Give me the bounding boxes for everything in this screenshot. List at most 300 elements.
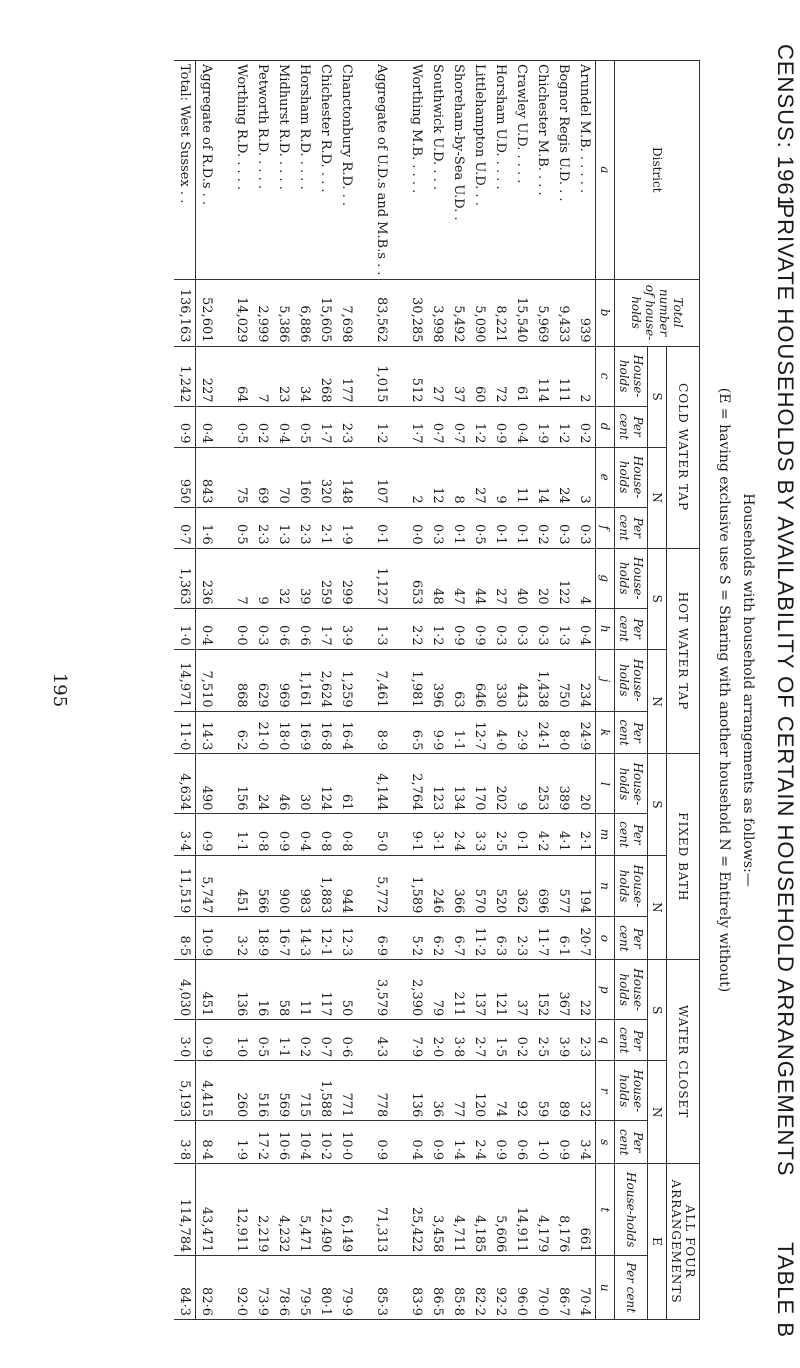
cell-g: 1,363 <box>174 548 196 608</box>
cell-t: 4,232 <box>273 1164 294 1256</box>
rotated-page <box>40 40 800 1340</box>
cell-r: 74 <box>490 1061 511 1121</box>
cell-j: 2,624 <box>315 649 336 711</box>
cell-j: 63 <box>448 649 469 711</box>
cell-k: 16·4 <box>336 711 357 754</box>
cell-total: 15,540 <box>511 279 532 346</box>
cell-t: 4,185 <box>469 1164 490 1256</box>
cell-m: 0·4 <box>294 814 315 855</box>
cell-d: 0·2 <box>574 406 596 447</box>
cell-e: 70 <box>273 447 294 507</box>
cell-k: 21·0 <box>252 711 273 754</box>
cell-o: 11·2 <box>469 917 490 960</box>
cell-c: 268 <box>315 346 336 406</box>
district-name: Littlehampton U.D. . . <box>469 61 490 280</box>
cell-r: 516 <box>252 1061 273 1121</box>
cell-u: 78·6 <box>273 1256 294 1320</box>
page-header <box>764 40 800 1340</box>
cell-l: 490 <box>196 754 218 814</box>
cell-m: 0·1 <box>511 814 532 855</box>
district-name: Horsham R.D. . . . . <box>294 61 315 280</box>
cell-m: 3·3 <box>469 814 490 855</box>
cell-r: 1,588 <box>315 1061 336 1121</box>
cell-t: 5,606 <box>490 1164 511 1256</box>
cell-s: 1·0 <box>532 1121 553 1164</box>
cell-k: 1·1 <box>448 711 469 754</box>
table-title: PRIVATE HOUSEHOLDS BY AVAILABILITY OF CERTAIN HOUSEHOLD ARRANGEMENTS <box>773 203 798 1177</box>
cell-m: 4·2 <box>532 814 553 855</box>
cell-f: 2·1 <box>315 507 336 548</box>
district-name: Bognor Regis U.D. . . <box>553 61 574 280</box>
group-fixed-bath: FIXED BATH <box>667 754 700 960</box>
cell-p: 37 <box>511 960 532 1020</box>
cell-o: 18·9 <box>252 917 273 960</box>
cell-d: 0·9 <box>490 406 511 447</box>
cell-l: 124 <box>315 754 336 814</box>
district-name: Chichester M.B. . . . <box>532 61 553 280</box>
cell-c: 7 <box>252 346 273 406</box>
cell-u: 84·3 <box>174 1256 196 1320</box>
column-letter: m <box>596 814 615 855</box>
cell-s: 0·9 <box>553 1121 574 1164</box>
column-letter: u <box>596 1256 615 1320</box>
cell-o: 12·3 <box>336 917 357 960</box>
cell-t: 3,458 <box>427 1164 448 1256</box>
cell-c: 111 <box>553 346 574 406</box>
cell-l: 20 <box>574 754 596 814</box>
cell-l: 46 <box>273 754 294 814</box>
cell-h: 2·2 <box>406 608 427 649</box>
cell-s: 0·6 <box>511 1121 532 1164</box>
cell-f: 1·6 <box>196 507 218 548</box>
cell-e: 9 <box>490 447 511 507</box>
cell-o: 11·7 <box>532 917 553 960</box>
cell-d: 0·4 <box>511 406 532 447</box>
col-per-cent: Per cent <box>615 1121 648 1164</box>
cell-u: 79·5 <box>294 1256 315 1320</box>
subtitle-line-1: Households with household arrangements as follows:— <box>740 493 756 887</box>
cell-k: 4·0 <box>490 711 511 754</box>
cell-j: 1,259 <box>336 649 357 711</box>
table-row <box>336 61 357 1320</box>
cell-t: 6,149 <box>336 1164 357 1256</box>
cell-c: 227 <box>196 346 218 406</box>
col-district: District <box>615 61 700 280</box>
cell-r: 4,415 <box>196 1061 218 1121</box>
cell-f: 0·3 <box>427 507 448 548</box>
cell-n: 944 <box>336 855 357 917</box>
district-name: Chanctonbury R.D. . . <box>336 61 357 280</box>
district-name: Arundel M.B. . . . . . <box>574 61 596 280</box>
cell-r: 36 <box>427 1061 448 1121</box>
col-per-cent: Per cent <box>615 1256 648 1320</box>
col-households: House-holds <box>615 346 648 406</box>
cell-d: 1·2 <box>469 406 490 447</box>
cell-d: 0·9 <box>174 406 196 447</box>
cell-d: 1·2 <box>371 406 392 447</box>
col-per-cent: Per cent <box>615 507 648 548</box>
cell-g: 48 <box>427 548 448 608</box>
cell-c: 1,015 <box>371 346 392 406</box>
cell-r: 89 <box>553 1061 574 1121</box>
cell-n: 1,589 <box>406 855 427 917</box>
cell-q: 0·2 <box>511 1020 532 1061</box>
group-hot-water-tap: HOT WATER TAP <box>667 548 700 754</box>
cell-u: 73·9 <box>252 1256 273 1320</box>
cell-g: 40 <box>511 548 532 608</box>
cell-d: 0·7 <box>448 406 469 447</box>
cell-n: 577 <box>553 855 574 917</box>
cell-k: 24·9 <box>574 711 596 754</box>
cell-n: 366 <box>448 855 469 917</box>
cell-u: 79·9 <box>336 1256 357 1320</box>
cell-q: 3·0 <box>174 1020 196 1061</box>
column-letter: r <box>596 1061 615 1121</box>
cell-f: 1·9 <box>336 507 357 548</box>
sub-s: S <box>648 548 667 649</box>
cell-l: 134 <box>448 754 469 814</box>
col-households: House-holds <box>615 548 648 608</box>
cell-g: 1,127 <box>371 548 392 608</box>
column-letter: p <box>596 960 615 1020</box>
cell-q: 0·5 <box>252 1020 273 1061</box>
column-letter: t <box>596 1164 615 1256</box>
cell-r: 32 <box>574 1061 596 1121</box>
cell-q: 0·7 <box>315 1020 336 1061</box>
cell-c: 37 <box>448 346 469 406</box>
col-per-cent: Per cent <box>615 1020 648 1061</box>
table-row <box>448 61 469 1320</box>
cell-r: 778 <box>371 1061 392 1121</box>
total-row <box>174 61 196 1320</box>
cell-u: 96·0 <box>511 1256 532 1320</box>
cell-u: 70·0 <box>532 1256 553 1320</box>
district-name: Shoreham-by-Sea U.D. . <box>448 61 469 280</box>
cell-total: 5,492 <box>448 279 469 346</box>
col-households: House-holds <box>615 1164 648 1256</box>
cell-t: 25,422 <box>406 1164 427 1256</box>
cell-o: 16·7 <box>273 917 294 960</box>
col-per-cent: Per cent <box>615 711 648 754</box>
cell-c: 34 <box>294 346 315 406</box>
table-row <box>427 61 448 1320</box>
cell-s: 10·4 <box>294 1121 315 1164</box>
cell-k: 2·9 <box>511 711 532 754</box>
cell-m: 0·8 <box>252 814 273 855</box>
col-households: House-holds <box>615 649 648 711</box>
cell-q: 4·3 <box>371 1020 392 1061</box>
cell-l: 389 <box>553 754 574 814</box>
cell-r: 77 <box>448 1061 469 1121</box>
cell-n: 451 <box>231 855 252 917</box>
cell-h: 1·3 <box>553 608 574 649</box>
district-name: Aggregate of U.D.s and M.B.s . . <box>371 61 392 280</box>
cell-j: 443 <box>511 649 532 711</box>
col-total: Total number of house-holds <box>615 279 700 346</box>
district-name: Southwick U.D. . . . <box>427 61 448 280</box>
cell-n: 696 <box>532 855 553 917</box>
cell-j: 868 <box>231 649 252 711</box>
table-row <box>574 61 596 1320</box>
cell-l: 30 <box>294 754 315 814</box>
cell-o: 6·2 <box>427 917 448 960</box>
cell-total: 83,562 <box>371 279 392 346</box>
cell-s: 10·2 <box>315 1121 336 1164</box>
column-letter: g <box>596 548 615 608</box>
cell-c: 512 <box>406 346 427 406</box>
cell-e: 12 <box>427 447 448 507</box>
cell-n: 570 <box>469 855 490 917</box>
cell-g: 122 <box>553 548 574 608</box>
cell-t: 5,471 <box>294 1164 315 1256</box>
cell-f: 1·3 <box>273 507 294 548</box>
cell-r: 92 <box>511 1061 532 1121</box>
col-households: House-holds <box>615 754 648 814</box>
cell-l: 156 <box>231 754 252 814</box>
cell-m: 2·5 <box>490 814 511 855</box>
cell-n: 1,883 <box>315 855 336 917</box>
sub-n: N <box>648 447 667 548</box>
sub-s: S <box>648 960 667 1061</box>
cell-f: 0·5 <box>469 507 490 548</box>
cell-d: 1·7 <box>406 406 427 447</box>
cell-h: 1·0 <box>174 608 196 649</box>
cell-o: 10·9 <box>196 917 218 960</box>
cell-total: 8,221 <box>490 279 511 346</box>
sub-n: N <box>648 649 667 754</box>
cell-k: 16·9 <box>294 711 315 754</box>
district-name: Crawley U.D. . . . . <box>511 61 532 280</box>
cell-l: 61 <box>336 754 357 814</box>
cell-total: 5,090 <box>469 279 490 346</box>
cell-h: 0·3 <box>490 608 511 649</box>
cell-u: 86·7 <box>553 1256 574 1320</box>
cell-e: 148 <box>336 447 357 507</box>
col-households: House-holds <box>615 1061 648 1121</box>
cell-q: 1·0 <box>231 1020 252 1061</box>
cell-t: 4,711 <box>448 1164 469 1256</box>
cell-m: 3·4 <box>174 814 196 855</box>
cell-e: 8 <box>448 447 469 507</box>
cell-t: 114,784 <box>174 1164 196 1256</box>
cell-total: 939 <box>574 279 596 346</box>
cell-g: 9 <box>252 548 273 608</box>
cell-o: 3·2 <box>231 917 252 960</box>
cell-s: 2·4 <box>469 1121 490 1164</box>
cell-total: 9,433 <box>553 279 574 346</box>
cell-total: 2,999 <box>252 279 273 346</box>
cell-d: 1·2 <box>553 406 574 447</box>
cell-p: 50 <box>336 960 357 1020</box>
cell-g: 27 <box>490 548 511 608</box>
cell-j: 969 <box>273 649 294 711</box>
cell-u: 92·2 <box>490 1256 511 1320</box>
cell-c: 27 <box>427 346 448 406</box>
cell-s: 0·9 <box>427 1121 448 1164</box>
cell-k: 16·8 <box>315 711 336 754</box>
cell-u: 70·4 <box>574 1256 596 1320</box>
cell-total: 3,998 <box>427 279 448 346</box>
cell-u: 86·5 <box>427 1256 448 1320</box>
cell-s: 17·2 <box>252 1121 273 1164</box>
cell-s: 0·4 <box>406 1121 427 1164</box>
cell-s: 0·9 <box>490 1121 511 1164</box>
cell-u: 83·9 <box>406 1256 427 1320</box>
cell-n: 983 <box>294 855 315 917</box>
cell-k: 24·1 <box>532 711 553 754</box>
cell-c: 1,242 <box>174 346 196 406</box>
sub-n: N <box>648 1061 667 1164</box>
cell-j: 1,981 <box>406 649 427 711</box>
cell-u: 85·8 <box>448 1256 469 1320</box>
cell-h: 0·6 <box>294 608 315 649</box>
cell-m: 0·8 <box>336 814 357 855</box>
cell-h: 1·3 <box>371 608 392 649</box>
cell-q: 2·3 <box>574 1020 596 1061</box>
column-letter: k <box>596 711 615 754</box>
cell-e: 14 <box>532 447 553 507</box>
cell-h: 0·9 <box>448 608 469 649</box>
sub-s: S <box>648 754 667 855</box>
cell-t: 661 <box>574 1164 596 1256</box>
district-name: Total: West Sussex . . <box>174 61 196 280</box>
cell-k: 6·2 <box>231 711 252 754</box>
sub-n: N <box>648 855 667 960</box>
cell-o: 6·9 <box>371 917 392 960</box>
cell-p: 4,030 <box>174 960 196 1020</box>
cell-d: 1·9 <box>532 406 553 447</box>
cell-n: 11,519 <box>174 855 196 917</box>
cell-g: 4 <box>574 548 596 608</box>
cell-j: 7,510 <box>196 649 218 711</box>
cell-c: 60 <box>469 346 490 406</box>
cell-l: 2,764 <box>406 754 427 814</box>
cell-k: 11·0 <box>174 711 196 754</box>
cell-q: 0·6 <box>336 1020 357 1061</box>
cell-e: 2 <box>406 447 427 507</box>
table-row <box>231 61 252 1320</box>
cell-k: 8·0 <box>553 711 574 754</box>
column-letter: f <box>596 507 615 548</box>
aggregate-row-rural <box>196 61 218 1320</box>
cell-f: 2·3 <box>294 507 315 548</box>
col-households: House-holds <box>615 855 648 917</box>
cell-c: 72 <box>490 346 511 406</box>
cell-l: 170 <box>469 754 490 814</box>
column-letter: n <box>596 855 615 917</box>
cell-e: 3 <box>574 447 596 507</box>
table-row <box>294 61 315 1320</box>
column-letter: q <box>596 1020 615 1061</box>
cell-h: 1·7 <box>315 608 336 649</box>
cell-u: 82·2 <box>469 1256 490 1320</box>
cell-k: 6·5 <box>406 711 427 754</box>
table-row <box>511 61 532 1320</box>
cell-c: 61 <box>511 346 532 406</box>
district-name: Chichester R.D. . . . <box>315 61 336 280</box>
cell-g: 259 <box>315 548 336 608</box>
cell-j: 646 <box>469 649 490 711</box>
cell-m: 4·1 <box>553 814 574 855</box>
cell-q: 2·0 <box>427 1020 448 1061</box>
cell-t: 71,313 <box>371 1164 392 1256</box>
column-letter: e <box>596 447 615 507</box>
cell-m: 2·4 <box>448 814 469 855</box>
cell-f: 0·1 <box>511 507 532 548</box>
cell-r: 59 <box>532 1061 553 1121</box>
col-households: House-holds <box>615 447 648 507</box>
cell-e: 320 <box>315 447 336 507</box>
cell-total: 14,029 <box>231 279 252 346</box>
cell-n: 5,772 <box>371 855 392 917</box>
household-arrangements-table <box>174 60 700 1320</box>
cell-r: 120 <box>469 1061 490 1121</box>
cell-p: 152 <box>532 960 553 1020</box>
district-name: Worthing R.D. . . . . <box>231 61 252 280</box>
page-number: 195 <box>49 672 70 708</box>
cell-g: 7 <box>231 548 252 608</box>
cell-total: 30,285 <box>406 279 427 346</box>
cell-s: 8·4 <box>196 1121 218 1164</box>
cell-n: 5,747 <box>196 855 218 917</box>
cell-e: 160 <box>294 447 315 507</box>
cell-f: 0·2 <box>532 507 553 548</box>
cell-h: 0·4 <box>196 608 218 649</box>
cell-q: 1·1 <box>273 1020 294 1061</box>
cell-c: 114 <box>532 346 553 406</box>
cell-c: 23 <box>273 346 294 406</box>
district-name: Horsham U.D. . . . . <box>490 61 511 280</box>
cell-q: 0·2 <box>294 1020 315 1061</box>
cell-q: 1·5 <box>490 1020 511 1061</box>
cell-total: 136,163 <box>174 279 196 346</box>
cell-g: 236 <box>196 548 218 608</box>
cell-h: 0·4 <box>574 608 596 649</box>
cell-u: 92·0 <box>231 1256 252 1320</box>
cell-total: 7,698 <box>336 279 357 346</box>
cell-g: 20 <box>532 548 553 608</box>
column-letter: b <box>596 279 615 346</box>
cell-m: 0·9 <box>196 814 218 855</box>
table-row <box>532 61 553 1320</box>
cell-g: 47 <box>448 548 469 608</box>
cell-p: 58 <box>273 960 294 1020</box>
cell-s: 1·9 <box>231 1121 252 1164</box>
column-letter: h <box>596 608 615 649</box>
col-per-cent: Per cent <box>615 406 648 447</box>
cell-q: 3·9 <box>553 1020 574 1061</box>
cell-d: 1·7 <box>315 406 336 447</box>
cell-d: 0·5 <box>231 406 252 447</box>
cell-f: 2·3 <box>252 507 273 548</box>
table-row <box>252 61 273 1320</box>
cell-p: 211 <box>448 960 469 1020</box>
cell-f: 0·1 <box>448 507 469 548</box>
cell-u: 80·1 <box>315 1256 336 1320</box>
table-row <box>553 61 574 1320</box>
col-per-cent: Per cent <box>615 917 648 960</box>
cell-e: 950 <box>174 447 196 507</box>
cell-s: 0·9 <box>371 1121 392 1164</box>
cell-f: 0·0 <box>406 507 427 548</box>
column-letter: s <box>596 1121 615 1164</box>
aggregate-row-urban <box>371 61 392 1320</box>
cell-r: 569 <box>273 1061 294 1121</box>
cell-d: 0·4 <box>196 406 218 447</box>
cell-n: 520 <box>490 855 511 917</box>
cell-j: 330 <box>490 649 511 711</box>
cell-c: 177 <box>336 346 357 406</box>
